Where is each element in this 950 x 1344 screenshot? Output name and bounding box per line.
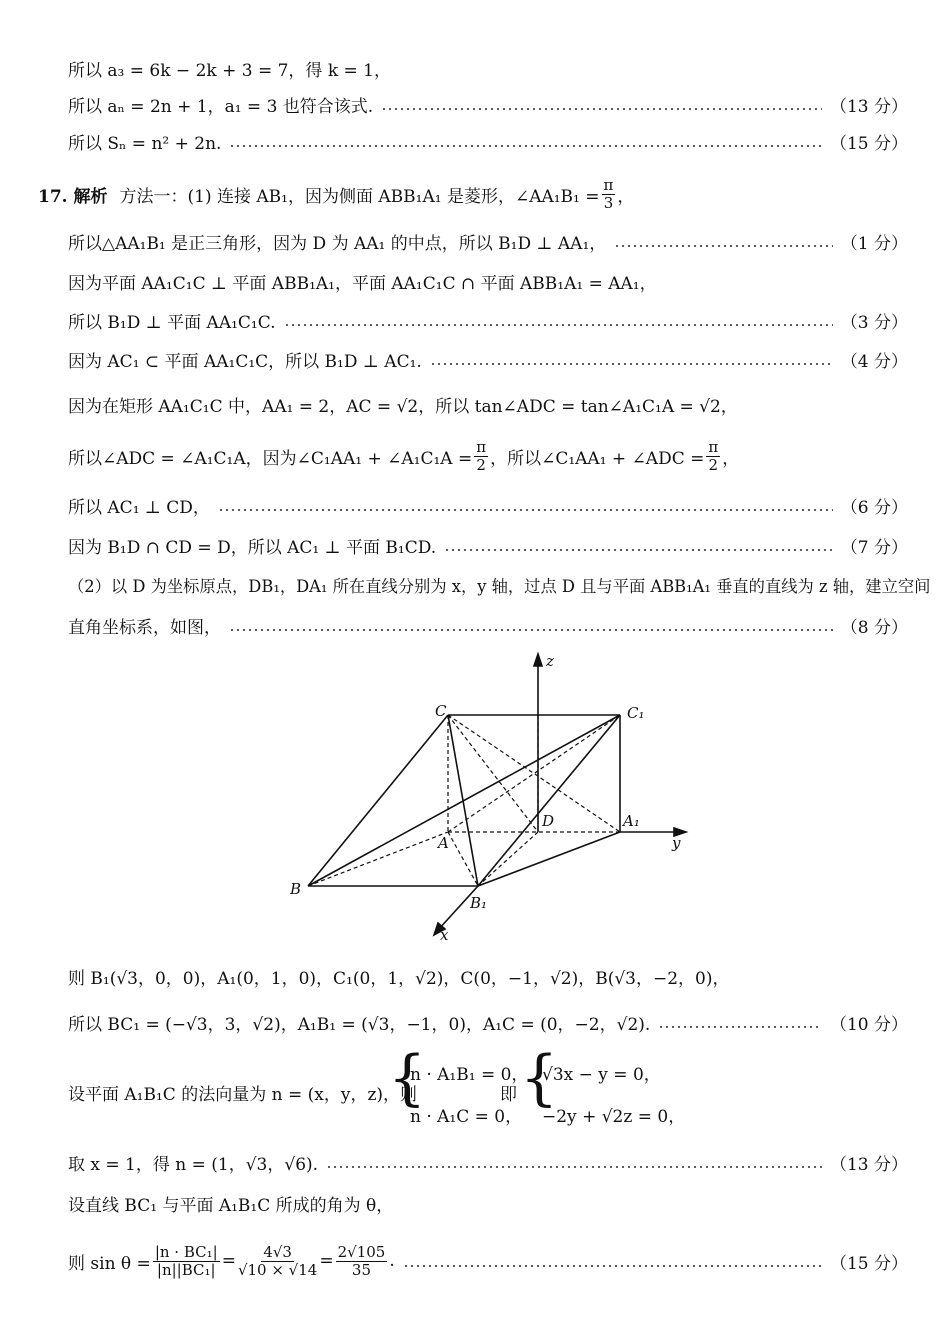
label-b1: B₁	[470, 894, 488, 912]
label-d: D	[542, 812, 555, 830]
leader-dots	[326, 1166, 822, 1168]
line-sin-theta: 则 sin θ = $\frac{\text{|n · BC₁|}}{\text{|n||BC₁|}}$ = $\frac{4√3}{√10 \times √14}$ = $\frac{2√105}{35}$ . （15 分）	[68, 1242, 908, 1279]
fraction-pi-2: $\frac{\pi}{2}$	[708, 437, 719, 474]
line-coordinate-setup: （2）以 D 为坐标原点，DB₁，DA₁ 所在直线分别为 x，y 轴，过点 D 且与平面 ABB₁A₁ 垂直的直线为 z 轴，建立空间	[68, 577, 931, 596]
label-a: A	[438, 834, 449, 852]
line-conclusion-1: 因为 B₁D ∩ CD = D，所以 AC₁ ⊥ 平面 B₁CD. （7 分）	[68, 537, 908, 558]
leader-dots	[658, 1026, 822, 1028]
leader-dots	[403, 1265, 822, 1267]
leader-dots	[229, 629, 833, 631]
line-coordinates: 则 B₁(√3，0，0)，A₁(0，1，0)，C₁(0，1，√2)，C(0，−1，√2)，B(√3，−2，0)，	[68, 968, 730, 989]
line-ac1-perp-cd: 所以 AC₁ ⊥ CD， （6 分）	[68, 497, 908, 518]
leader-dots	[430, 363, 833, 365]
fraction-sin-3: $\frac{2√105}{35}$	[337, 1242, 386, 1279]
leader-dots	[284, 324, 833, 326]
label-z: z	[546, 652, 554, 670]
label-c1: C₁	[627, 704, 645, 722]
line-an: 所以 aₙ = 2n + 1，a₁ = 3 也符合该式. （13 分）	[68, 96, 908, 117]
left-brace: {	[388, 1043, 427, 1113]
line-vectors: 所以 BC₁ = (−√3，3，√2)，A₁B₁ = (√3，−1，0)，A₁C = (0，−2，√2). （10 分）	[68, 1014, 908, 1035]
line-b1d-perp-ac1: 因为 AC₁ ⊂ 平面 AA₁C₁C，所以 B₁D ⊥ AC₁. （4 分）	[68, 351, 908, 372]
line-as-figure: 直角坐标系，如图， （8 分）	[68, 617, 908, 638]
fraction-pi-2: $\frac{\pi}{2}$	[476, 437, 487, 474]
label-x: x	[440, 926, 449, 944]
line-sn: 所以 Sₙ = n² + 2n. （15 分）	[68, 133, 908, 154]
leader-dots	[229, 145, 822, 147]
fraction-sin-2: $\frac{4√3}{√10 \times √14}$	[237, 1242, 318, 1279]
line-b1d-perp-plane: 所以 B₁D ⊥ 平面 AA₁C₁C. （3 分）	[68, 312, 908, 333]
normal-vector-system: 设平面 A₁B₁C 的法向量为 n = (x，y，z)，则 { n · A₁B₁ = 0， n · A₁C = 0， 即 { √3x − y = 0， −2y + √2z = 0，	[68, 1043, 686, 1127]
fraction-sin-1: $\frac{\text{|n · BC₁|}}{\text{|n||BC₁|}}$	[154, 1242, 218, 1279]
line-a3: 所以 a₃ = 6k − 2k + 3 = 7，得 k = 1，	[68, 60, 391, 81]
line-rectangle: 因为在矩形 AA₁C₁C 中，AA₁ = 2，AC = √2，所以 tan∠ADC = tan∠A₁C₁A = √2，	[68, 396, 738, 417]
label-y: y	[672, 834, 681, 852]
prism-figure	[280, 650, 700, 945]
line-angles: 所以∠ADC = ∠A₁C₁A，因为∠C₁AA₁ + ∠A₁C₁A = $\frac{\pi}{2}$ ，所以∠C₁AA₁ + ∠ADC = $\frac{\pi}{2}$ ，	[68, 437, 740, 474]
leader-dots	[444, 549, 833, 551]
label-b: B	[290, 880, 302, 898]
line-perp-planes: 因为平面 AA₁C₁C ⊥ 平面 ABB₁A₁，平面 AA₁C₁C ∩ 平面 ABB₁A₁ = AA₁，	[68, 273, 657, 294]
label-c: C	[435, 702, 447, 720]
leader-dots	[614, 245, 832, 247]
problem-17-heading: 17. 解析 方法一：(1) 连接 AB₁，因为侧面 ABB₁A₁ 是菱形，∠AA₁B₁ = $\frac{\pi}{3}$ ，	[38, 175, 635, 212]
label-a1: A₁	[623, 812, 640, 830]
line-normal-result: 取 x = 1，得 n = (1，√3，√6). （13 分）	[68, 1154, 908, 1175]
fraction-pi-3: $\frac{\pi}{3}$	[603, 175, 614, 212]
leader-dots	[218, 509, 833, 511]
line-angle-theta: 设直线 BC₁ 与平面 A₁B₁C 所成的角为 θ，	[68, 1195, 394, 1216]
line-equilateral: 所以△AA₁B₁ 是正三角形，因为 D 为 AA₁ 的中点，所以 B₁D ⊥ AA₁， （1 分）	[68, 233, 908, 254]
left-brace: {	[520, 1043, 559, 1113]
leader-dots	[381, 108, 822, 110]
prism-diagram	[280, 650, 700, 945]
